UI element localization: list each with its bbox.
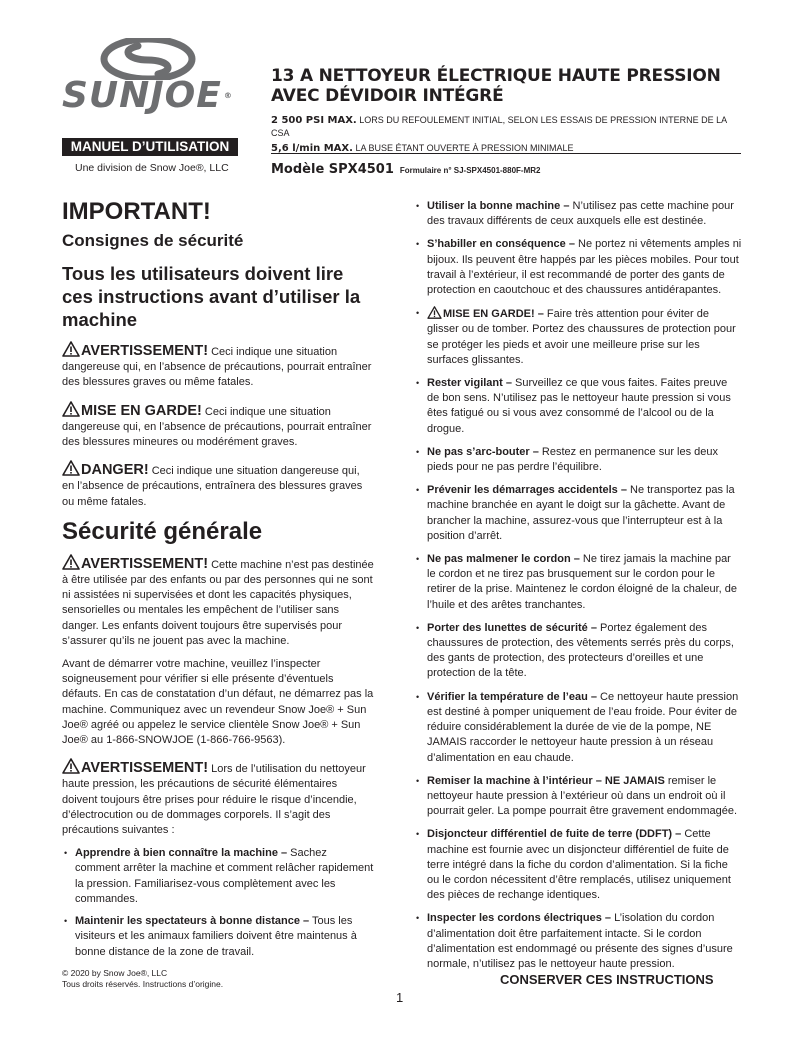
list-item: • MISE EN GARDE! – Faire très attention pour éviter de glisser ou de tomber. Portez des chaussures de protection pour se protéger les pieds et avoir une meilleure prise sur les surfaces glissantes.: [414, 306, 742, 368]
list-item: • Ne pas malmener le cordon – Ne tirez jamais la machine par le cordon et ne tirez pas brusquement sur le cordon pour le retirer de la prise. Maintenez le cordon éloigné de la chaleur, de l’huile et des arêtes tranchantes.: [414, 552, 742, 613]
list-item: • Porter des lunettes de sécurité – Portez également des chaussures de protection, des vêtements serrés près du corps, des gants de protection, des protecteurs d’oreilles et une protection de la tête.: [414, 621, 742, 682]
logo-wordmark: SUNJOE ®: [62, 75, 233, 116]
division-text: Une division de Snow Joe®, LLC: [75, 162, 229, 174]
footer-copyright: [62, 968, 223, 990]
conserve-instructions: CONSERVER CES INSTRUCTIONS: [500, 972, 714, 987]
warning-triangle-icon: [62, 460, 80, 476]
list-item: • Rester vigilant – Surveillez ce que vous faites. Faites preuve de bon sens. N’utilisez pas le nettoyeur haute pression si vous êtes fatigué ou si vous avez consommé de l’alcool ou de la drogue.: [414, 376, 742, 437]
read-instructions-heading: Tous les utilisateurs doivent lire ces instructions avant d’utiliser la machine: [62, 263, 361, 330]
right-bullet-list: [414, 199, 742, 972]
warning-triangle-icon: [427, 306, 442, 319]
warning-danger: DANGER! Ceci indique une situation dangereuse qui, en l’absence de précautions, entraînera des blessures graves ou même fatales.: [62, 462, 363, 508]
left-column: [62, 198, 374, 967]
manual-label: MANUEL D’UTILISATION: [62, 138, 238, 156]
title-line-2: AVEC DÉVIDOIR INTÉGRÉ: [271, 86, 504, 106]
consignes-heading: Consignes de sécurité: [62, 231, 244, 250]
rights-text: Tous droits réservés. Instructions d’origine.: [62, 979, 224, 989]
right-column: [414, 199, 742, 980]
spec-flow: 5,6 l/min MAX. LA BUSE ÉTANT OUVERTE À PRESSION MINIMALE: [271, 143, 574, 154]
warning-triangle-icon: [62, 341, 80, 357]
spec-pressure: 2 500 PSI MAX. LORS DU REFOULEMENT INITIAL, SELON LES ESSAIS DE PRESSION INTERNE DE LA CSA: [271, 115, 727, 138]
list-item: • Maintenir les spectateurs à bonne distance – Tous les visiteurs et les animaux familiers doivent être maintenus à bonne distance de la zone de travail.: [62, 914, 374, 960]
list-item: • Apprendre à bien connaître la machine – Sachez comment arrêter la machine et comment relâcher rapidement la pression. Familiarisez-vous complètement avec les commandes.: [62, 846, 374, 907]
important-heading: IMPORTANT!: [62, 198, 211, 225]
list-item: • Remiser la machine à l’intérieur – NE JAMAIS remiser le nettoyeur haute pression à l’extérieur où dans un endroit où il pourrait geler. La pompe pourrait être gravement endommagée.: [414, 774, 742, 820]
warning-triangle-icon: [62, 401, 80, 417]
list-item: • Prévenir les démarrages accidentels – Ne transportez pas la machine branchée en ayant le doigt sur la gâchette. Avant de brancher la machine, assurez-vous que l’interrupteur est à la position d’arrêt.: [414, 483, 742, 544]
list-item: • Inspecter les cordons électriques – L’isolation du cordon d’alimentation doit être parfaitement intacte. Si le cordon d’alimentation est endommagé ou présente des signes d’usure normale, n’utilisez pas le nettoyeur haute pression.: [414, 911, 742, 972]
list-item: • S’habiller en conséquence – Ne portez ni vêtements amples ni bijoux. Ils peuvent être happés par les pièces mobiles. Pour tout travail à l’extérieur, il est recommandé de porter des gants de protection en caoutchouc et des chaussures antidérapantes.: [414, 237, 742, 298]
warning-triangle-icon: [62, 554, 80, 570]
warning-precautions: AVERTISSEMENT! Lors de l’utilisation du nettoyeur haute pression, les précautions de sécurité élémentaires doivent toujours être prises pour réduire le risque d’incendie, d’électrocution ou de dommages corporels. Il s’agit des précautions suivantes :: [62, 760, 366, 837]
model-line: Modèle SPX4501 Formulaire n° SJ-SPX4501-880F-MR2: [271, 162, 541, 177]
list-item: • Vérifier la température de l’eau – Ce nettoyeur haute pression est destiné à pomper uniquement de l’eau froide. Pour éviter de réduire considérablement la durée de vie de la pompe, NE JAMAIS raccorder le nettoyeur haute pression à un réseau d’alimentation en eau chaude.: [414, 690, 742, 766]
securite-generale-heading: Sécurité générale: [62, 517, 263, 545]
warning-children: AVERTISSEMENT! Cette machine n’est pas destinée à être utilisée par des enfants ou par des personnes qui ne sont ni assistées ni supervisées et dont les capacités physiques, sensorielles ou mentales les empêchent de l’utiliser sans danger. Les enfants doivent toujours être supervisés pour s’assurer qu’ils ne jouent pas avec la machine.: [62, 555, 374, 647]
list-item: • Ne pas s’arc-bouter – Restez en permanence sur les deux pieds pour ne pas perdre l’équilibre.: [414, 445, 742, 475]
title-block: [271, 66, 741, 155]
list-item: • Disjoncteur différentiel de fuite de terre (DDFT) – Cette machine est fournie avec un disjoncteur différentiel de fuite de terre intégré dans la fiche du cordon d’alimentation. Si la fiche ou le cordon nécessitent d’être remplacés, utilisez uniquement des pièces de rechange identiques.: [414, 827, 742, 903]
sunjoe-logo: [62, 38, 240, 116]
warning-triangle-icon: [62, 758, 80, 774]
copyright-text: © 2020 by Snow Joe®, LLC: [62, 968, 168, 978]
warning-mise-en-garde: MISE EN GARDE! Ceci indique une situation dangereuse qui, en l’absence de précautions, pourrait entraîner des blessures mineures ou modérément graves.: [62, 402, 372, 449]
left-bullet-list: [62, 846, 374, 959]
title-line-1: 13 A NETTOYEUR ÉLECTRIQUE HAUTE PRESSION: [271, 66, 721, 86]
inspect-paragraph: Avant de démarrer votre machine, veuillez l’inspecter soigneusement pour vérifier si elle présente d’éventuels défauts. En cas de constatation d’un défaut, ne démarrez pas la machine. Communiquez avec un revendeur Snow Joe® + Sun Joe® agréé ou appelez le service clientèle Snow Joe® + Sun Joe® au 1-866-SNOWJOE (1-866-766-9563).: [62, 658, 374, 747]
list-item: • Utiliser la bonne machine – N’utilisez pas cette machine pour des travaux différents de ceux auxquels elle est destinée.: [414, 199, 742, 229]
sun-swirl-icon: [68, 38, 228, 80]
header-divider: [271, 153, 741, 154]
page-number: 1: [396, 990, 404, 1005]
warning-avertissement: AVERTISSEMENT! Ceci indique une situation dangereuse qui, en l’absence de précautions, pourrait entraîner des blessures graves ou même fatales.: [62, 343, 372, 389]
